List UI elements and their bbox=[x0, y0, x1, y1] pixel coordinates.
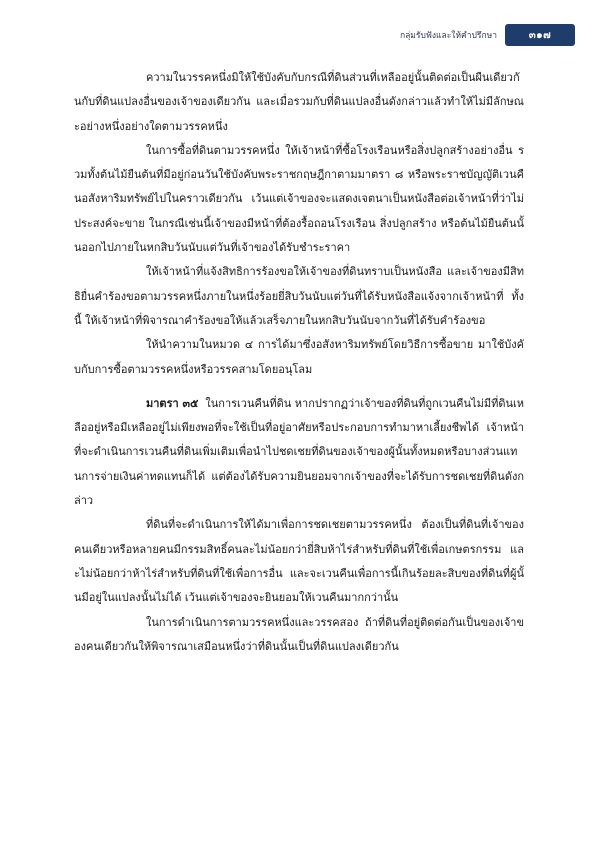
document-body bbox=[74, 66, 524, 659]
section-paragraph bbox=[74, 392, 524, 513]
paragraph bbox=[74, 66, 524, 139]
section-label: มาตรา ๓๕ bbox=[146, 396, 199, 410]
paragraph bbox=[74, 260, 524, 333]
paragraph bbox=[74, 513, 524, 610]
paragraph bbox=[74, 611, 524, 660]
header-title: กลุ่มรับฟังและให้คำปรึกษา bbox=[399, 31, 497, 41]
paragraph-text: ในการเวนคืนที่ดิน หากปรากฏว่าเจ้าของที่ดินที่ถูกเวนคืนไม่มีที่ดินเหลืออยู่หรือมีเหลืออยู่ไม่เพียงพอที่จะใช้เป็นที่อยู่อาศัยหรือประกอบการทำมาหาเลี้ยงชีพได้ เจ้าหน้าที่จะดำเนินการเวนคืนที่ดินเพิ่มเติมเพื่อนำไปชดเชยที่ดินของเจ้าของผู้นั้นทั้งหมดหรือบางส่วนแทนการจ่ายเงินค่าทดแทนก็ได้ แต่ต้องได้รับความยินยอมจากเจ้าของที่จะได้รับการชดเชยที่ดินดังกล่าว bbox=[74, 396, 524, 508]
page-header bbox=[400, 24, 575, 46]
paragraph-text: ให้นำความในหมวด ๔ การได้มาซึ่งอสังหาริมทรัพย์โดยวิธีการซื้อขาย มาใช้บังคับกับการซื้อตามวรรคหนึ่งหรือวรรคสามโดยอนุโลม bbox=[74, 338, 524, 376]
paragraph-text: ให้เจ้าหน้าที่แจ้งสิทธิการร้องขอให้เจ้าของที่ดินทราบเป็นหนังสือ และเจ้าของมีสิทธิยื่นคำร้องขอตามวรรคหนึ่งภายในหนึ่งร้อยยี่สิบวันนับแต่วันที่ได้รับหนังสือแจ้งจากเจ้าหน้าที่ ทั้งนี้ ให้เจ้าหน้าที่พิจารณาคำร้องขอให้แล้วเสร็จภายในหกสิบวันนับจากวันที่ได้รับคำร้องขอ bbox=[74, 265, 524, 327]
page-number-badge: ๓๑๗ bbox=[505, 24, 575, 46]
paragraph-text: ในการดำเนินการตามวรรคหนึ่งและวรรคสอง ถ้าที่ดินที่อยู่ติดต่อกันเป็นของเจ้าของคนเดียวกันให้พิจารณาเสมือนหนึ่งว่าที่ดินนั้นเป็นที่ดินแปลงเดียวกัน bbox=[74, 615, 524, 653]
paragraph bbox=[74, 333, 524, 382]
paragraph-text: ที่ดินที่จะดำเนินการให้ได้มาเพื่อการชดเชยตามวรรคหนึ่ง ต้องเป็นที่ดินที่เจ้าของคนเดียวหรือหลายคนมีกรรมสิทธิ์คนละไม่น้อยกว่ายี่สิบห้าไร่สำหรับที่ดินที่ใช้เพื่อเกษตรกรรม และไม่น้อยกว่าห้าไร่สำหรับที่ดินที่ใช้เพื่อการอื่น และจะเวนคืนเพื่อการนี้เกินร้อยละสิบของที่ดินที่ผู้นั้นมีอยู่ในแปลงนั้นไม่ได้ เว้นแต่เจ้าของจะยินยอมให้เวนคืนมากกว่านั้น bbox=[74, 518, 524, 605]
paragraph-text: ในการซื้อที่ดินตามวรรคหนึ่ง ให้เจ้าหน้าที่ซื้อโรงเรือนหรือสิ่งปลูกสร้างอย่างอื่น รวมทั้งต้นไม้ยืนต้นที่มีอยู่ก่อนวันใช้บังคับพระราชกฤษฎีกาตามมาตรา ๘ หรือพระราชบัญญัติเวนคืนอสังหาริมทรัพย์ไปในคราวเดียวกัน เว้นแต่เจ้าของจะแสดงเจตนาเป็นหนังสือต่อเจ้าหน้าที่ว่าไม่ประสงค์จะขาย ในกรณีเช่นนี้เจ้าของมีหน้าที่ต้องรื้อถอนโรงเรือน สิ่งปลูกสร้าง หรือต้นไม้ยืนต้นนั้นออกไปภายในหกสิบวันนับแต่วันที่เจ้าของได้รับชำระราคา bbox=[74, 143, 524, 255]
paragraph bbox=[74, 139, 524, 260]
paragraph-text: ความในวรรคหนึ่งมิให้ใช้บังคับกับกรณีที่ดินส่วนที่เหลืออยู่นั้นติดต่อเป็นผืนเดียวกันกับที่ดินแปลงอื่นของเจ้าของเดียวกัน และเมื่อรวมกับที่ดินแปลงอื่นดังกล่าวแล้วทำให้ไม่มีลักษณะอย่างหนึ่งอย่างใดตามวรรคหนึ่ง bbox=[74, 71, 524, 133]
